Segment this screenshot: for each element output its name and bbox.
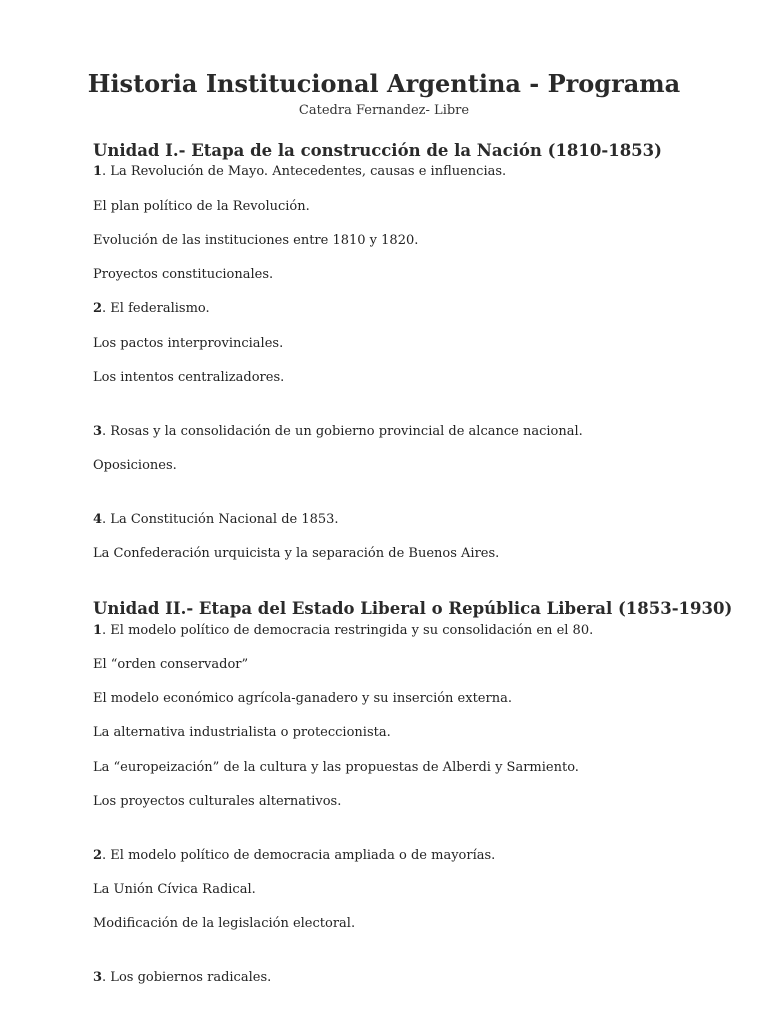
item-text: . El federalismo. <box>102 301 210 316</box>
item-text: El plan político de la Revolución. <box>93 199 310 214</box>
list-item <box>93 423 583 441</box>
item-text: Evolución de las instituciones entre 1810 y 1820. <box>93 233 419 248</box>
list-item <box>93 881 256 899</box>
unit-heading: Unidad II.- Etapa del Estado Liberal o República Liberal (1853-1930) <box>93 599 733 618</box>
list-item <box>93 915 355 933</box>
list-item <box>93 457 177 475</box>
unit-heading: Unidad I.- Etapa de la construcción de la Nación (1810-1853) <box>93 141 662 160</box>
item-text: . Rosas y la consolidación de un gobierno provincial de alcance nacional. <box>102 424 583 439</box>
list-item <box>93 759 579 777</box>
list-item <box>93 847 495 865</box>
item-text: . El modelo político de democracia restringida y su consolidación en el 80. <box>102 623 594 638</box>
list-item <box>93 335 283 353</box>
list-item <box>93 969 271 987</box>
item-text: Oposiciones. <box>93 458 177 473</box>
list-item <box>93 511 339 529</box>
item-text: Los intentos centralizadores. <box>93 370 285 385</box>
item-text: Modificación de la legislación electoral. <box>93 916 356 931</box>
item-text: Los proyectos culturales alternativos. <box>93 794 342 809</box>
item-text: La alternativa industrialista o proteccionista. <box>93 725 391 740</box>
list-item <box>93 545 499 563</box>
list-item <box>93 793 341 811</box>
list-item <box>93 690 512 708</box>
item-text: La Unión Cívica Radical. <box>93 882 256 897</box>
list-item <box>93 622 593 640</box>
item-text: El “orden conservador” <box>93 657 249 672</box>
item-text: La “europeización” de la cultura y las propuestas de Alberdi y Sarmiento. <box>93 760 579 775</box>
list-item <box>93 300 210 318</box>
page-title: Historia Institucional Argentina - Programa <box>87 69 681 98</box>
item-number: 3 <box>93 424 103 439</box>
item-number: 1 <box>93 164 103 179</box>
item-text: La Confederación urquicista y la separación de Buenos Aires. <box>93 546 500 561</box>
item-text: . Los gobiernos radicales. <box>102 970 272 985</box>
item-number: 2 <box>93 301 103 316</box>
item-text: . La Constitución Nacional de 1853. <box>102 512 339 527</box>
item-number: 4 <box>93 512 103 527</box>
item-text: El modelo económico agrícola-ganadero y su inserción externa. <box>93 691 512 706</box>
item-text: Proyectos constitucionales. <box>93 267 274 282</box>
list-item <box>93 198 310 216</box>
list-item <box>93 232 418 250</box>
item-number: 3 <box>93 970 103 985</box>
list-item <box>93 369 284 387</box>
item-number: 1 <box>93 623 103 638</box>
list-item <box>93 724 391 742</box>
item-text: . La Revolución de Mayo. Antecedentes, causas e influencias. <box>102 164 507 179</box>
item-text: Los pactos interprovinciales. <box>93 336 284 351</box>
list-item <box>93 266 273 284</box>
item-text: . El modelo político de democracia ampliada o de mayorías. <box>102 848 496 863</box>
item-number: 2 <box>93 848 103 863</box>
list-item <box>93 163 506 181</box>
page-subtitle: Catedra Fernandez- Libre <box>298 103 470 118</box>
list-item <box>93 656 248 674</box>
